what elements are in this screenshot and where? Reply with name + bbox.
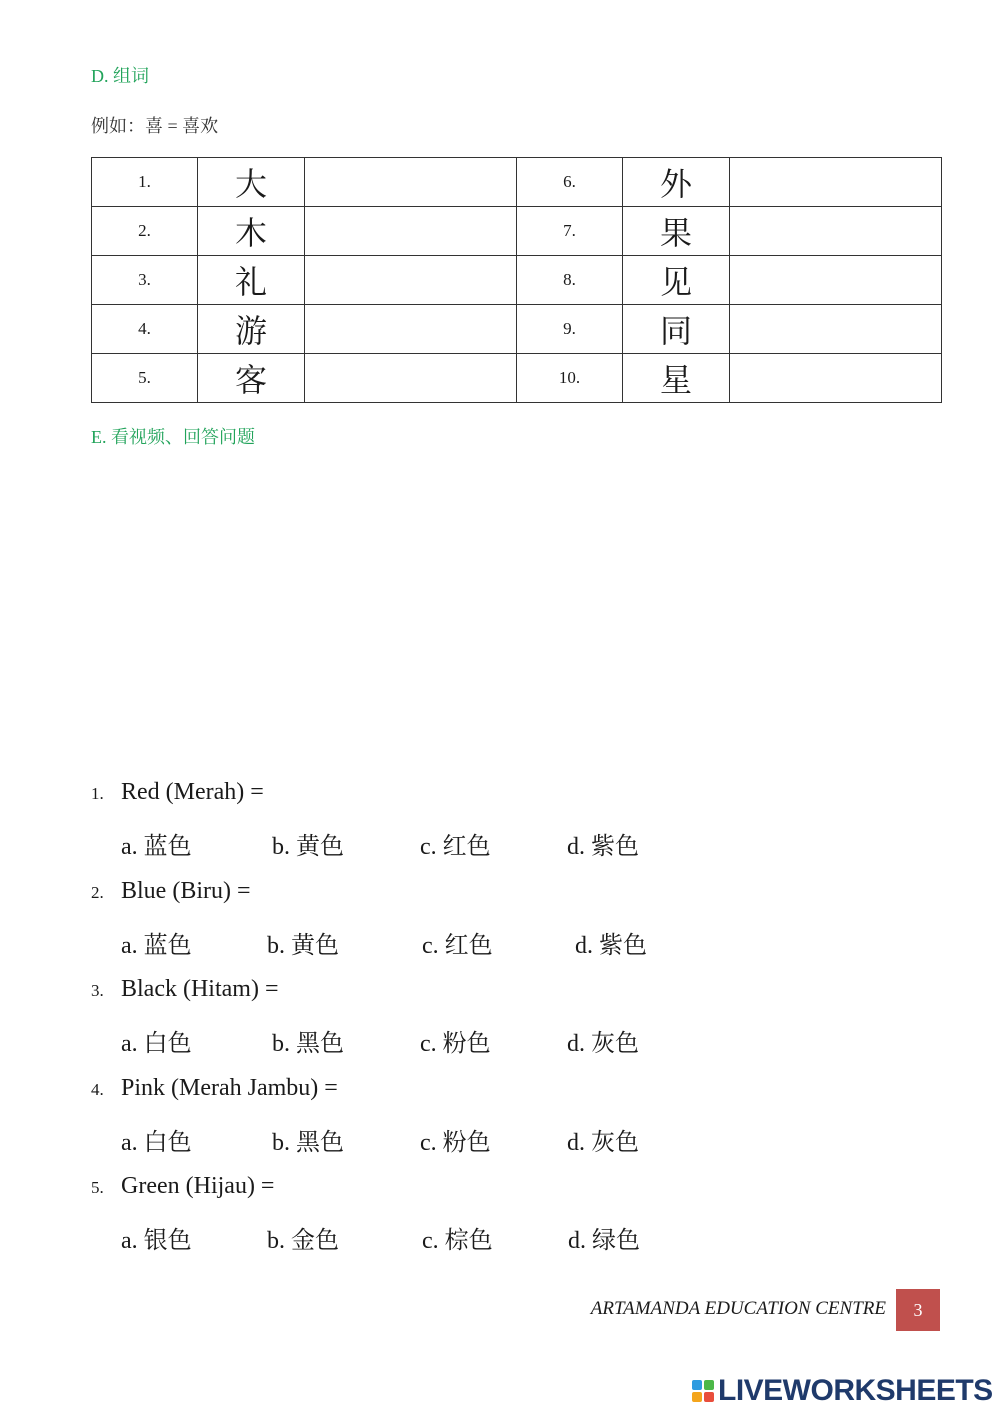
question-number: 2. xyxy=(91,883,104,902)
row-number: 5. xyxy=(92,354,198,403)
row-number: 10. xyxy=(517,354,623,403)
option-b[interactable]: b. 黄色 xyxy=(272,834,344,860)
question-3 xyxy=(91,976,279,1003)
option-d[interactable]: d. 紫色 xyxy=(567,834,639,860)
answer-cell[interactable] xyxy=(305,158,517,207)
character-cell: 星 xyxy=(623,354,730,403)
page-number-badge: 3 xyxy=(896,1289,940,1331)
character-cell: 大 xyxy=(198,158,305,207)
character-cell: 游 xyxy=(198,305,305,354)
answer-cell[interactable] xyxy=(730,158,942,207)
row-number: 7. xyxy=(517,207,623,256)
table-row xyxy=(92,158,942,207)
option-d[interactable]: d. 绿色 xyxy=(568,1228,640,1254)
character-cell: 礼 xyxy=(198,256,305,305)
option-d[interactable]: d. 灰色 xyxy=(567,1031,639,1057)
row-number: 6. xyxy=(517,158,623,207)
answer-cell[interactable] xyxy=(730,305,942,354)
question-number: 1. xyxy=(91,784,104,803)
option-c[interactable]: c. 粉色 xyxy=(420,1130,491,1156)
answer-cell[interactable] xyxy=(730,354,942,403)
row-number: 1. xyxy=(92,158,198,207)
question-5 xyxy=(91,1173,274,1200)
question-number: 5. xyxy=(91,1178,104,1197)
question-text: Green (Hijau) = xyxy=(121,1173,275,1199)
table-row xyxy=(92,207,942,256)
option-c[interactable]: c. 红色 xyxy=(422,933,493,959)
question-number: 3. xyxy=(91,981,104,1000)
table-row xyxy=(92,256,942,305)
option-c[interactable]: c. 粉色 xyxy=(420,1031,491,1057)
answer-cell[interactable] xyxy=(305,305,517,354)
question-number: 4. xyxy=(91,1080,104,1099)
row-number: 3. xyxy=(92,256,198,305)
liveworksheets-logo-icon xyxy=(692,1380,714,1402)
character-cell: 同 xyxy=(623,305,730,354)
answer-cell[interactable] xyxy=(305,207,517,256)
character-cell: 客 xyxy=(198,354,305,403)
section-d-title: D. 组词 xyxy=(91,66,149,86)
liveworksheets-logo[interactable] xyxy=(692,1374,993,1408)
question-text: Red (Merah) = xyxy=(121,779,264,805)
section-e-title: E. 看视频、回答问题 xyxy=(91,427,255,447)
question-4 xyxy=(91,1075,338,1102)
row-number: 9. xyxy=(517,305,623,354)
question-1 xyxy=(91,779,264,806)
option-d[interactable]: d. 紫色 xyxy=(575,933,647,959)
character-cell: 果 xyxy=(623,207,730,256)
row-number: 8. xyxy=(517,256,623,305)
option-a[interactable]: a. 白色 xyxy=(121,1031,192,1057)
answer-cell[interactable] xyxy=(305,354,517,403)
option-b[interactable]: b. 黑色 xyxy=(272,1031,344,1057)
question-2 xyxy=(91,878,251,905)
option-a[interactable]: a. 蓝色 xyxy=(121,933,192,959)
word-table xyxy=(91,157,942,403)
option-b[interactable]: b. 黑色 xyxy=(272,1130,344,1156)
table-row xyxy=(92,354,942,403)
option-b[interactable]: b. 黄色 xyxy=(267,933,339,959)
table-row xyxy=(92,305,942,354)
footer-centre-name: ARTAMANDA EDUCATION CENTRE xyxy=(590,1298,886,1319)
row-number: 2. xyxy=(92,207,198,256)
option-a[interactable]: a. 白色 xyxy=(121,1130,192,1156)
character-cell: 外 xyxy=(623,158,730,207)
answer-cell[interactable] xyxy=(730,256,942,305)
liveworksheets-logo-text: LIVEWORKSHEETS xyxy=(718,1374,993,1407)
option-a[interactable]: a. 蓝色 xyxy=(121,834,192,860)
answer-cell[interactable] xyxy=(730,207,942,256)
character-cell: 木 xyxy=(198,207,305,256)
option-b[interactable]: b. 金色 xyxy=(267,1228,339,1254)
question-text: Blue (Biru) = xyxy=(121,878,251,904)
example-text: 例如：喜 = 喜欢 xyxy=(91,116,219,136)
character-cell: 见 xyxy=(623,256,730,305)
row-number: 4. xyxy=(92,305,198,354)
question-text: Black (Hitam) = xyxy=(121,976,279,1002)
option-a[interactable]: a. 银色 xyxy=(121,1228,192,1254)
option-d[interactable]: d. 灰色 xyxy=(567,1130,639,1156)
answer-cell[interactable] xyxy=(305,256,517,305)
option-c[interactable]: c. 棕色 xyxy=(422,1228,493,1254)
question-text: Pink (Merah Jambu) = xyxy=(121,1075,338,1101)
option-c[interactable]: c. 红色 xyxy=(420,834,491,860)
